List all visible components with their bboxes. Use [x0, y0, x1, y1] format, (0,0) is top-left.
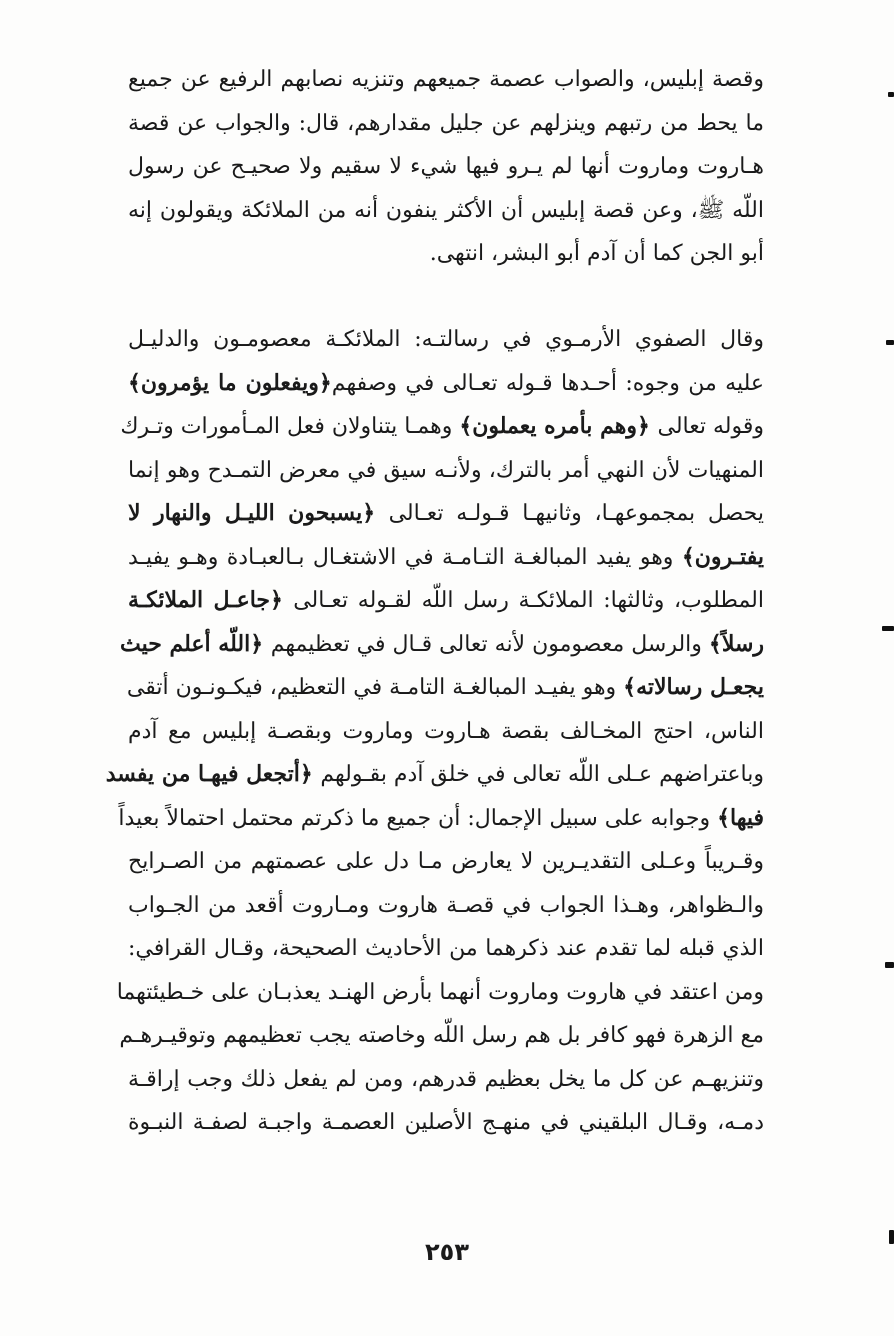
quran-quote: ﴿يسبحون الليـل والنهار لا: [128, 500, 389, 526]
text-line: [128, 318, 764, 362]
text-line: هـاروت وماروت أنها لم يـرو فيها شيء لا سقيم ولا صحيـح عن رسول: [128, 154, 764, 179]
text-line: [128, 927, 764, 971]
text-line: وقصة إبليس، والصواب عصمة جميعهم وتنزيه نصابهم الرفيع عن جميع: [128, 67, 764, 92]
text-line: [119, 1014, 764, 1058]
quran-quote: ﴿اللّه أعلم حيث: [119, 630, 271, 657]
text-line: ما يحط من رتبهم وينزلهم عن جليل مقدارهم، قال: والجواب عن قصة: [128, 110, 764, 136]
quran-quote: يجعـل رسالاته﴾: [623, 674, 764, 700]
quran-quote: ﴿أتجعل فيهـا من يفسد: [105, 761, 321, 787]
text-line: [128, 492, 764, 536]
text-run: دمـه، وقـال البلقيني في منهـج الأصلين العصمـة واجبـة لصفـة النبـوة: [128, 1110, 764, 1135]
paragraph-1: [128, 58, 764, 276]
text-line: [105, 753, 764, 797]
text-run: والـظواهر، وهـذا الجواب في قصـة هاروت ومـاروت أقعد من الجـواب: [128, 892, 764, 918]
text-run: ومن اعتقد في هاروت وماروت أنهما بأرض الهنـد يعذبـان على خـطيئتهما: [116, 979, 764, 1005]
scan-edge-mark: [889, 1230, 894, 1244]
text-run: وقـريباً وعـلى التقديـرين لا يعارض مـا دل على عصمتهم من الصـرايح: [128, 849, 764, 874]
text-run: وتنزيهـم عن كل ما يخل بعظيم قدرهم، ومن لم يفعل ذلك وجب إراقـة: [128, 1066, 764, 1092]
text-run: المطلوب، وثالثها: الملائكـة رسل اللّه لقـوله تعـالى: [293, 588, 764, 613]
scan-edge-mark: [885, 962, 894, 968]
quran-quote: يفتـرون﴾: [681, 543, 764, 570]
text-line: [128, 710, 764, 754]
text-line: اللّه ﷺ، وعن قصة إبليس أن الأكثر ينفون أنه من الملائكة ويقولون إنه: [128, 197, 764, 223]
text-run: مع الزهرة فهو كافر بل هم رسل اللّه وخاصته يجب تعظيمهم وتوقيـرهـم: [119, 1023, 764, 1048]
quran-quote: ﴿وهم بأمره يعملون﴾: [459, 413, 658, 439]
text-run: وهو يفيد المبالغـة التـامـة في الاشتغـال بـالعبـادة وهـو يفيـد: [128, 544, 682, 570]
text-run: وهمـا يتناولان فعل المـأمورات وتـرك: [120, 414, 460, 439]
text-line: [128, 579, 764, 623]
text-line: [128, 536, 764, 580]
text-line: [116, 971, 764, 1015]
scan-edge-mark: [882, 626, 894, 631]
text-line: [128, 449, 764, 493]
quran-quote: ﴿جاعـل الملائكـة: [128, 587, 294, 613]
page-number: ٢٥٣: [425, 1238, 469, 1266]
text-run: وجوابه على سبيل الإجمال: أن جميع ما ذكرتم محتمل احتمالاً بعيداً: [118, 805, 718, 831]
quran-quote: فيها﴾: [717, 804, 764, 831]
text-line: أبو الجن كما أن آدم أبو البشر، انتهى.: [429, 241, 764, 266]
text-line: [128, 1058, 764, 1102]
text-line: [128, 840, 764, 884]
text-run: المنهيات لأن النهي أمر بالترك، ولأنـه سيق في معرض التمـدح وهو إنما: [128, 457, 764, 483]
paragraph-2: [105, 318, 764, 1145]
scan-edge-mark: [886, 340, 894, 345]
text-run: الذي قبله لما تقدم عند ذكرهما من الأحاديث الصحيحة، وقـال القرافي:: [128, 936, 764, 961]
text-run: وهو يفيـد المبالغـة التامـة في التعظيم، فيكـونـون أتقى: [126, 675, 624, 700]
quran-quote: رسلاً﴾: [708, 630, 764, 657]
text-run: والرسل معصومون لأنه تعالى قـال في تعظيمهم: [270, 631, 709, 657]
text-run: وقوله تعالى: [657, 414, 764, 439]
text-run: الناس، احتج المخـالف بقصة هـاروت وماروت وبقصـة إبليس مع آدم: [128, 718, 764, 744]
text-run: عليه من وجوه: أحـدها قـوله تعـالى في وصفهم: [331, 370, 764, 396]
text-line: [118, 797, 764, 841]
text-line: [128, 666, 764, 710]
text-run: وباعتراضهم عـلى اللّه تعالى في خلق آدم بقـولهم: [320, 762, 764, 787]
text-run: وقال الصفوي الأرمـوي في رسالتـه: الملائكـة معصومـون والدليـل: [128, 327, 764, 352]
text-run: يحصل بمجموعهـا، وثانيهـا قـولـه تعـالى: [388, 501, 764, 526]
quran-quote: ﴿ويفعلون ما يؤمرون﴾: [128, 369, 332, 396]
text-line: [120, 405, 764, 449]
scan-edge-mark: [888, 92, 894, 97]
text-line: [128, 362, 764, 406]
text-line: [128, 884, 764, 928]
text-line: [128, 1101, 764, 1145]
text-line: [119, 623, 764, 667]
